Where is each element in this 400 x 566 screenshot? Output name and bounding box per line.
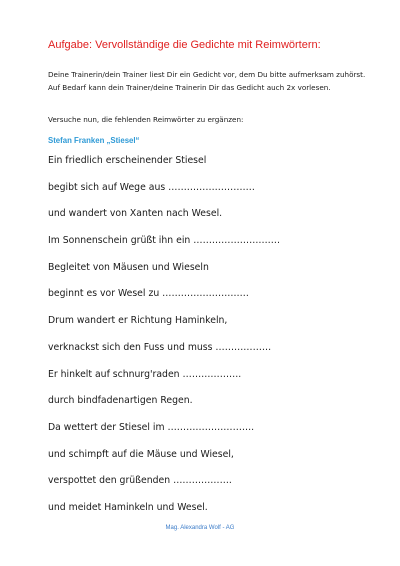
poem-line-blank: Da wettert der Stiesel im ……………………….: [48, 421, 255, 433]
poem-line: Ein friedlich erscheinender Stiesel: [48, 155, 207, 166]
intro-text: Deine Trainerin/dein Trainer liest Dir ein Gedicht vor, dem Du bitte aufmerksam zuhörst. Auf Bedarf kann dein Trainer/deine Trainerin Dir das Gedicht auch 2x vorlesen.: [48, 70, 366, 93]
task-title: Aufgabe: Vervollständige die Gedichte mit Reimwörtern:: [48, 39, 321, 51]
footer-author: Mag. Alexandra Wolf - AG: [165, 525, 235, 531]
poem: [48, 152, 378, 526]
poem-author-title: Stefan Franken „Stiesel“: [48, 136, 140, 145]
poem-line: und wandert von Xanten nach Wesel.: [48, 208, 223, 220]
poem-line-blank: Er hinkelt auf schnurg'raden ……………….: [48, 368, 242, 380]
poem-line: und meidet Haminkeln und Wesel.: [48, 501, 208, 513]
poem-line-blank: verspottet den grüßenden ……………….: [48, 475, 232, 487]
poem-line: Drum wandert er Richtung Haminkeln,: [48, 315, 228, 327]
instruction-text: Versuche nun, die fehlenden Reimwörter zu ergänzen:: [48, 115, 244, 124]
poem-line: durch bindfadenartigen Regen.: [48, 395, 193, 407]
poem-line: Begleitet von Mäusen und Wieseln: [48, 261, 209, 273]
poem-line: und schimpft auf die Mäuse und Wiesel,: [48, 448, 234, 460]
poem-line-blank: verknackst sich den Fuss und muss ………………: [48, 341, 272, 353]
poem-line-blank: begibt sich auf Wege aus ……………………….: [48, 181, 255, 193]
poem-line-blank: Im Sonnenschein grüßt ihn ein ……………………….: [48, 235, 280, 247]
poem-line-blank: beginnt es vor Wesel zu ……………………….: [48, 288, 249, 300]
